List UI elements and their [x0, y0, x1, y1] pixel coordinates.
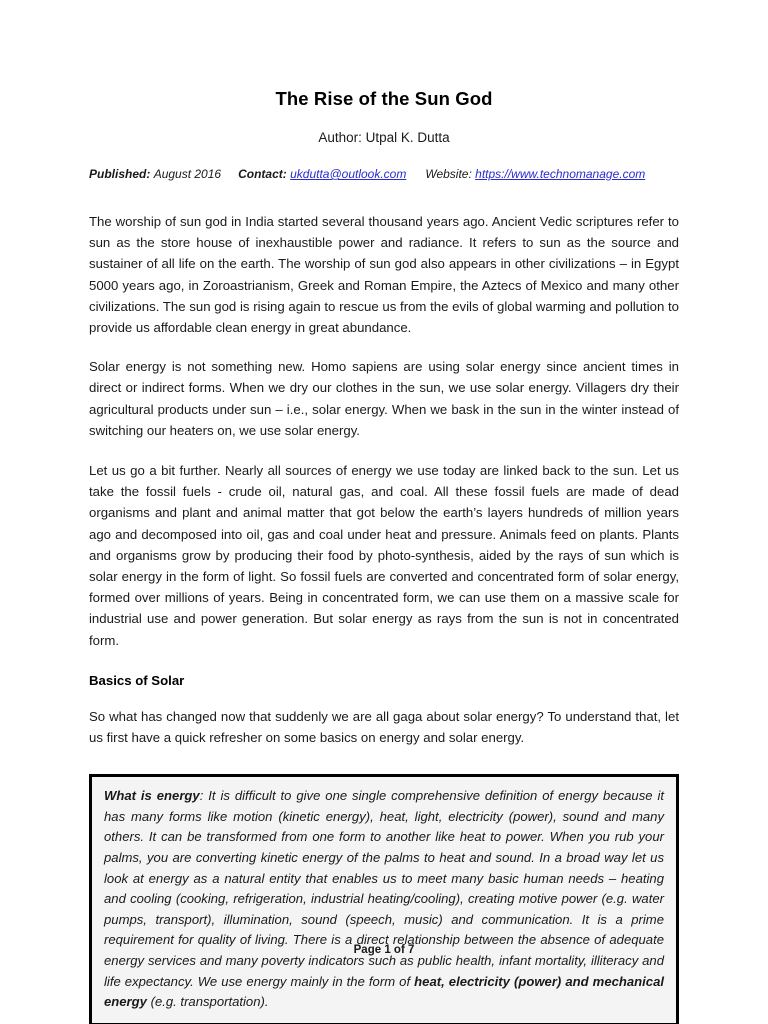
page-title: The Rise of the Sun God — [275, 88, 493, 109]
document-metadata-line — [89, 145, 679, 181]
published-value: August 2016 — [153, 167, 222, 181]
contact-label: Contact: — [238, 167, 287, 181]
paragraph-solar-not-new: Solar energy is not something new. Homo sapiens are using solar energy since ancient times in direct or indirect forms. When we dry our clothes in the sun, we use solar energy. Villagers dry their agricultural products under sun – i.e., solar energy. When we bask in the sun in the winter instead of switching our heaters on, we use solar energy. — [89, 359, 679, 438]
callout-body — [104, 786, 664, 1013]
paragraph-sun-god-worship: The worship of sun god in India started several thousand years ago. Ancient Vedic scriptures refer to sun as the store house of inexhaustible power and radiance. It refers to sun as the source and sustainer of all life on the earth. The worship of sun god also appears in other civilizations – in Egypt 5000 years ago, in Zoroastrianism, Greek and Roman Empire, the Aztecs of Mexico and many other civilizations. The sun god is rising again to rescue us from the evils of global warming and pollution to provide us affordable clean energy in great abundance. — [89, 214, 679, 336]
callout-text-part-1: : It is difficult to give one single comprehensive definition of energy because it has many forms like motion (kinetic energy), heat, light, electricity (power), sound and many others. It can be transformed from one form to another like heat to power. When you rub your palms, you are converting kinetic energy of the palms to heat and sound. In a broad way let us look at energy as a natural entity that enables us to meet many basic human needs – heating and cooling (cooking, refrigeration, industrial heating/cooling), creating motive power (e.g. water pumps, transport), illumination, sound (speech, music) and communication. It is a prime requirement for quality of living. There is a direct relationship between the absence of adequate energy services and many poverty indicators such as public health, infant mortality, illiteracy and life expectancy. We use energy mainly in the form of — [104, 788, 664, 989]
paragraph-fossil-fuels: Let us go a bit further. Nearly all sources of energy we use today are linked back to the sun. Let us take the fossil fuels - crude oil, natural gas, and coal. All these fossil fuels are made of dead organisms and plant and animal matter that got below the earth’s layers hundreds of million years ago and decomposed into oil, gas and coal under heat and pressure. Animals feed on plants. Plants and organisms grow by producing their food by photo-synthesis, aided by the rays of sun which is solar energy in the form of light. So fossil fuels are converted and concentrated form of solar energy, formed over millions of years. Being in concentrated form, we can use them on a massive scale for industrial use and power generation. But solar energy as rays from the sun is not in concentrated form. — [89, 463, 679, 648]
callout-lead-label: What is energy — [104, 788, 200, 804]
section-heading-basics-of-solar: Basics of Solar — [89, 672, 185, 688]
callout-box-what-is-energy — [89, 774, 679, 1024]
website-url-link[interactable]: https://www.technomanage.com — [475, 167, 646, 181]
website-label: Website: — [425, 167, 472, 181]
document-author: Author: Utpal K. Dutta — [318, 130, 450, 145]
callout-text-part-2: (e.g. transportation). — [146, 994, 269, 1010]
contact-email-link[interactable]: ukdutta@outlook.com — [290, 167, 407, 181]
paragraph-refresher: So what has changed now that suddenly we are all gaga about solar energy? To understand that, let us first have a quick refresher on some basics on energy and solar energy. — [89, 708, 679, 746]
page-footer: Page 1 of 7 — [353, 944, 415, 956]
callout-emphasis-phrase: heat, electricity (power) and mechanical energy — [104, 973, 665, 1010]
published-label: Published: — [89, 167, 151, 181]
document-content — [89, 0, 679, 1024]
